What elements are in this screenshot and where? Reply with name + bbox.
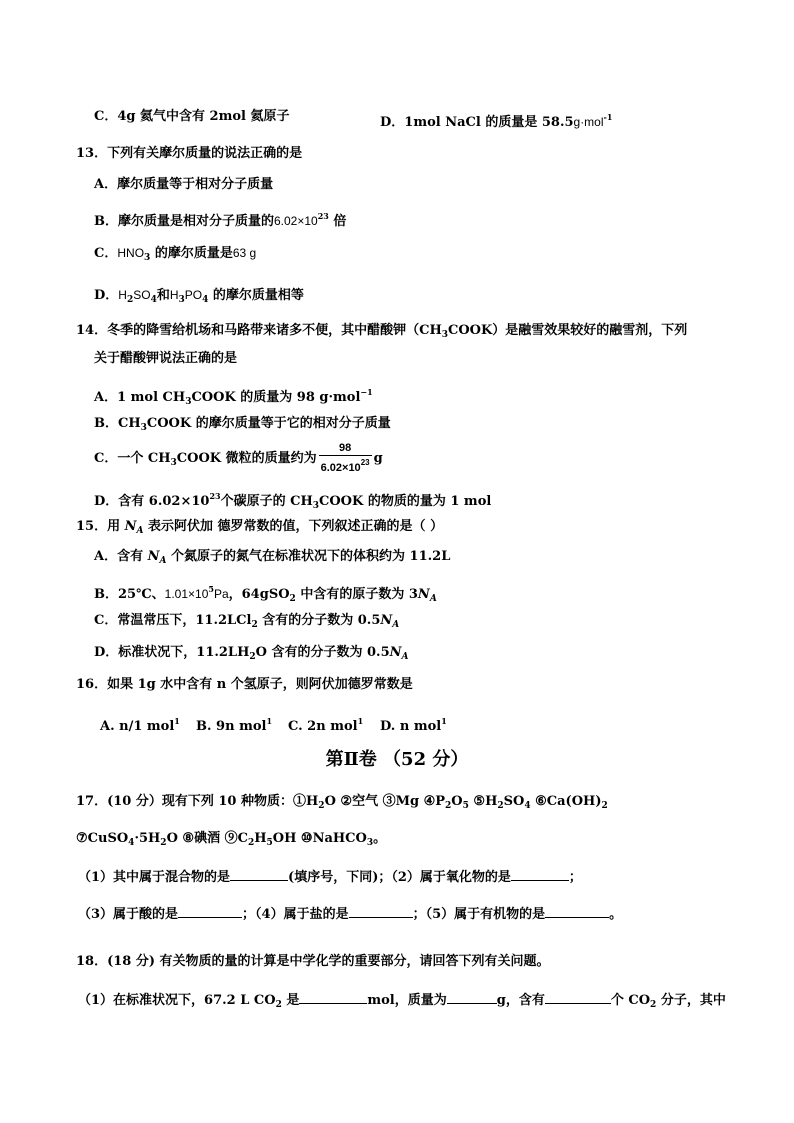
q14-stem-line2: 关于醋酸钾说法正确的是 [94, 351, 238, 366]
q18-stem: 18．(18 分) 有关物质的量的计算是中学化学的重要部分，请回答下列有关问题。 [76, 954, 550, 969]
q15-stem: 15．用 $N_A$ 表示阿伏加 德罗常数的值，下列叙述正确的是（ ） [76, 519, 444, 536]
answer-blank-molecules[interactable] [545, 991, 611, 1004]
q18-subq-1: （1）在标准状况下，67.2 L $CO_2$ 是 mol，质量为 g，含有 个 $CO_2$ 分子，其中 [78, 993, 726, 1010]
q17-materials-line1: 17．(10 分）现有下列 10 种物质：$①H_2O$ ②空气 ③Mg $④P_2O_5$ $⑤H_2SO_4$ $⑥Ca(OH)_2$ [76, 794, 608, 811]
q13-option-b: B．摩尔质量是相对分子质量的$6.02\times 10^{23}$ 倍 [94, 211, 347, 229]
q14-option-b: B．$CH_3COOK$ 的摩尔质量等于它的相对分子质量 [94, 416, 391, 433]
q13-option-d: D．$H_2SO_4$和$H_3PO_4$ 的摩尔质量相等 [94, 288, 304, 305]
answer-blank-organic[interactable] [545, 905, 609, 918]
q13-option-c: C．$HNO_3$ 的摩尔质量是63 g [94, 246, 257, 263]
q15-option-d: D．标准状况下，$11.2LH_2O$ 含有的分子数为 $0.5N_A$ [94, 645, 409, 662]
q13-stem: 13．下列有关摩尔质量的说法正确的是 [76, 146, 303, 161]
q17-materials-line2: $⑦CuSO_4\cdot 5H_2O$ ⑧碘酒 $⑨C_2H_5OH$ ⑩NaHCO$_3$。 [76, 831, 387, 848]
q13-option-a: A．摩尔质量等于相对分子质量 [94, 177, 274, 192]
answer-blank-acid[interactable] [178, 905, 242, 918]
q16-option-a: A. n/1 mol$^1$ [100, 716, 180, 734]
q14-stem-line1: 14．冬季的降雪给机场和马路带来诸多不便，其中醋酸钾$(CH_3COOK)$是融雪效果较好的融雪剂，下列 [76, 323, 688, 340]
q15-option-c: C．常温常压下，11.2LCl$_2$ 含有的分子数为 $0.5N_A$ [94, 613, 400, 630]
q16-option-c: C. 2n mol$^1$ [288, 716, 364, 734]
q12-option-c: C．4g 氦气中含有 2mol 氦原子 [94, 109, 290, 124]
q15-option-a: A．含有 $N_A$ 个氮原子的氮气在标准状况下的体积约为 11.2L [94, 549, 451, 566]
answer-blank-salt[interactable] [349, 905, 413, 918]
q15-option-b: B．25℃、$1.01\times 10^5Pa$，64gSO$_2$ 中含有的原子数为 $3N_A$ [94, 584, 437, 604]
section-title: 第Ⅱ卷 （52 分） [325, 749, 469, 770]
q14-option-d: D．含有 $6.02\times 10^{23}$个碳原子的 $CH_3COOK$ 的物质的量为 1 mol [94, 491, 492, 511]
answer-blank-mass[interactable] [447, 991, 497, 1004]
q16-option-b: B. 9n mol$^1$ [196, 716, 273, 734]
answer-blank-oxide[interactable] [511, 868, 569, 881]
q16-option-d: D. n mol$^1$ [380, 716, 447, 734]
q12-option-d: D．1mol NaCl 的质量是 58.5g·mol$^{-1}$ [380, 112, 613, 130]
answer-blank-mol[interactable] [299, 991, 367, 1004]
q14-option-a: A．1 mol $CH_3COOK$ 的质量为 98 g·mol$^{-1}$ [94, 387, 373, 407]
q14-option-c: C．一个 $CH_3COOK$ 微粒的质量约为 $\frac{98}{6.02\times 10^{23}}$ g [94, 442, 383, 474]
answer-blank-mixture[interactable] [230, 868, 288, 881]
q17-subq-1-2: （1）其中属于混合物的是 (填序号，下同)；（2）属于氧化物的是 ； [78, 870, 582, 885]
q17-subq-3-5: （3）属于酸的是 ；（4）属于盐的是 ；（5）属于有机物的是 。 [78, 907, 623, 922]
q16-stem: 16．如果 1g 水中含有 n 个氢原子，则阿伏加德罗常数是 [76, 677, 413, 692]
mass-fraction: $\frac{98}{6.02\times 10^{23}}$ [320, 442, 370, 474]
